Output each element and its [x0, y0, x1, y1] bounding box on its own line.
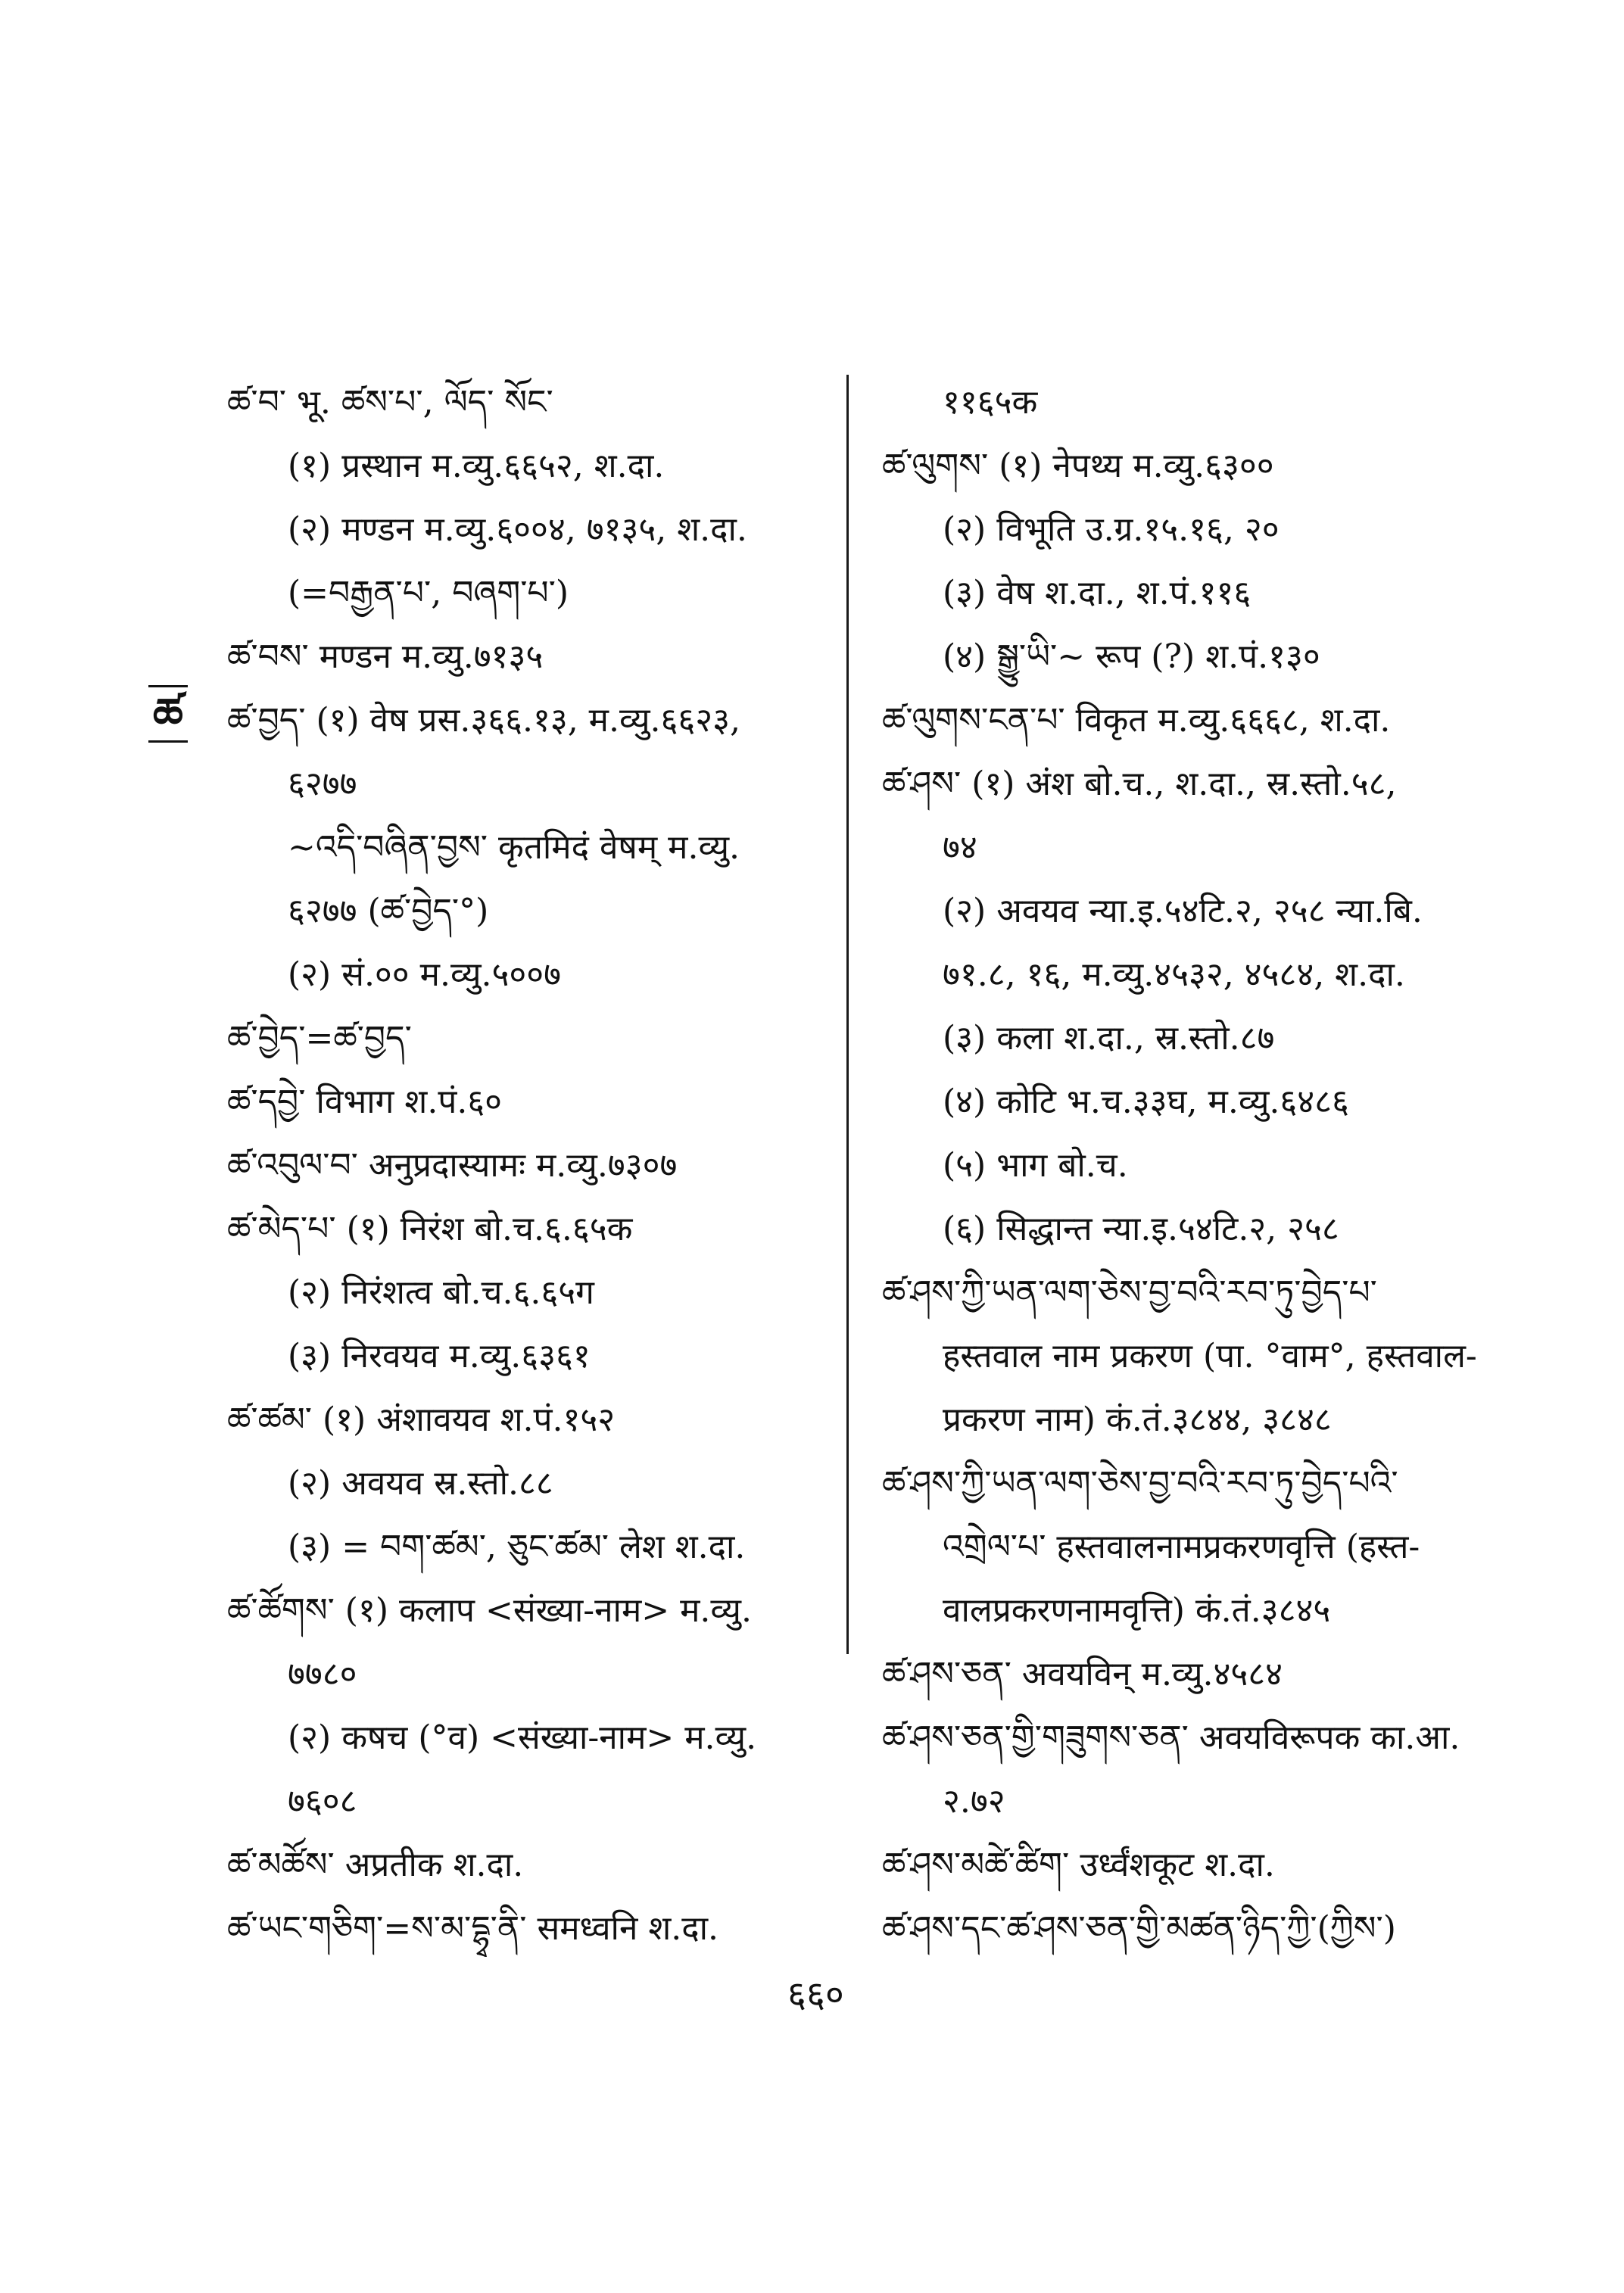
dictionary-entry-line: (३) कला श.दा., स्र.स्तो.८७ — [943, 1019, 1275, 1058]
dictionary-entry-line: (२) मण्डन म.व्यु.६००४, ७१३५, श.दा. — [288, 510, 747, 549]
left-column — [227, 371, 848, 1961]
dictionary-entry-line: (४) कोटि भ.च.३३घ, म.व्यु.६४८६ — [943, 1083, 1349, 1121]
dictionary-entry-line: (४) སྒྱུ་ཡི་~ रूप (?) श.पं.१३० — [943, 637, 1320, 676]
dictionary-entry-line: ཚ་ཚོགས་ (१) कलाप <संख्या-नाम> म.व्यु. — [227, 1591, 752, 1630]
dictionary-entry-line: ཚ་ཤས་ཅན་གྱི་གཟུགས་ཅན་ अवयविरूपक का.आ. — [882, 1718, 1460, 1757]
dictionary-entry-line: ཚ་བྱེད་=ཚ་བྱད་ — [227, 1019, 412, 1058]
dictionary-entry-line: ཚ་བྱད་ (१) वेष प्रस.३६६.१३, म.व्यु.६६२३, — [227, 701, 741, 740]
dictionary-entry-line: (३) निरवयव म.व्यु.६३६१ — [288, 1337, 591, 1375]
dictionary-entry-line: ཚ་ཤས་ཀྱི་ཡན་ལག་ཅེས་བྱ་བའི་རབ་ཏུ་བྱེད་པའི་ — [882, 1464, 1398, 1503]
dictionary-entry-line: འགྲེལ་པ་ हस्तवालनामप्रकरणवृत्ति (हस्त- — [943, 1528, 1420, 1566]
dictionary-entry-line: (३) वेष श.दा., श.पं.११६ — [943, 574, 1252, 612]
dictionary-entry-line: वालप्रकरणनामवृत्ति) कं.तं.३८४५ — [943, 1591, 1331, 1630]
right-column — [882, 371, 1518, 1961]
dictionary-entry-line: (२) निरंशत्व बो.च.६.६५ग — [288, 1273, 594, 1312]
dictionary-entry-line: (=བརྒྱན་པ་, བཞག་པ་) — [288, 574, 569, 612]
dictionary-entry-line: (२) अवयव स्र.स्तो.८८ — [288, 1464, 553, 1503]
page-number: ६६० — [787, 1974, 844, 2016]
dictionary-entry-line: ཚ་ཤས་ཀྱི་ཡན་ལག་ཅེས་བྱ་བའི་རབ་ཏུ་བྱེད་པ་ — [882, 1273, 1377, 1312]
dictionary-entry-line: ~འདི་བཞིན་བྱས་ कृतमिदं वेषम् म.व्यु. — [288, 828, 740, 867]
dictionary-entry-line: ཚ་ཤས་མཚེ་ཚིག་ उर्ध्वंशकूट श.दा. — [882, 1846, 1275, 1884]
dictionary-entry-line: ७४ — [943, 828, 977, 867]
dictionary-entry-line: ཚ་ཚམ་ (१) अंशावयव श.पं.१५२ — [227, 1400, 616, 1439]
dictionary-entry-line: ཚ་མཚོས་ अप्रतीक श.दा. — [227, 1846, 524, 1884]
dictionary-entry-line: (१) प्रस्थान म.व्यु.६६५२, श.दा. — [288, 447, 665, 485]
dictionary-entry-line: ཚ་ཡང་གཅིག་=ས་མ་དྷྭ་ནི་ समध्वनि श.दा. — [227, 1909, 719, 1948]
dictionary-entry-line: ६२७७ — [288, 765, 357, 803]
dictionary-entry-line: ६२७७ (ཚ་བྱེད་°) — [288, 892, 489, 930]
dictionary-entry-line: ७१.८, १६, म.व्यु.४५३२, ४५८४, श.दा. — [943, 955, 1405, 994]
dictionary-entry-line: ཚ་དབྱེ་ विभाग श.पं.६० — [227, 1083, 503, 1121]
dictionary-entry-line: ཚ་ལུགས་ (१) नेपथ्य म.व्यु.६३०० — [882, 447, 1274, 485]
dictionary-entry-line: (२) विभूति उ.ग्र.१५.१६, २० — [943, 510, 1280, 549]
dictionary-entry-line: (२) अवयव न्या.इ.५४टि.२, २५८ न्या.बि. — [943, 892, 1423, 930]
column-divider — [846, 375, 849, 1654]
dictionary-entry-line: ཚ་ལུགས་ངན་པ་ विकृत म.व्यु.६६६८, श.दा. — [882, 701, 1391, 740]
dictionary-entry-line: ཚ་ཤས་ཅན་ अवयविन् म.व्यु.४५८४ — [882, 1655, 1283, 1693]
dictionary-entry-line: हस्तवाल नाम प्रकरण (पा. °वाम°, हस्तवाल- — [943, 1337, 1477, 1375]
dictionary-entry-line: (२) सं.०० म.व्यु.५००७ — [288, 955, 562, 994]
dictionary-entry-line: (३) = བག་ཚམ་, ཅུང་ཚམ་ लेश श.दा. — [288, 1528, 746, 1566]
dictionary-entry-line: ཚ་ཤས་དང་ཚ་ཤས་ཅན་གྱི་མཚན་ཉིད་ཀྱི་(ཀྱིས་) — [882, 1909, 1396, 1948]
dictionary-entry-line: प्रकरण नाम) कं.तं.३८४४, ३८४८ — [943, 1400, 1332, 1439]
dictionary-entry-line: ཚ་ཤས་ (१) अंश बो.च., श.दा., स्र.स्तो.५८, — [882, 765, 1397, 803]
dictionary-entry-line: ཚ་འབུལ་བ་ अनुप्रदास्यामः म.व्यु.७३०७ — [227, 1146, 678, 1185]
dictionary-entry-line: ཚ་བ་ भू. ཚས་པ་, ལོད་ སོང་ — [227, 383, 553, 422]
dictionary-entry-line: ७६०८ — [288, 1782, 357, 1821]
dictionary-entry-line: ११६५क — [943, 383, 1038, 422]
dictionary-entry-line: २.७२ — [943, 1782, 1005, 1821]
dictionary-entry-line: ཚ་མེད་པ་ (१) निरंश बो.च.६.६५क — [227, 1210, 633, 1248]
dictionary-entry-line: (२) कषच (°व) <संख्या-नाम> म.व्यु. — [288, 1718, 757, 1757]
section-thumb-marker: ཚ — [148, 685, 188, 743]
dictionary-entry-line: (६) सिद्धान्त न्या.इ.५४टि.२, २५८ — [943, 1210, 1339, 1248]
dictionary-entry-line: (५) भाग बो.च. — [943, 1146, 1128, 1185]
dictionary-entry-line: ཚ་བས་ मण्डन म.व्यु.७१३५ — [227, 637, 544, 676]
dictionary-entry-line: ७७८० — [288, 1655, 357, 1693]
